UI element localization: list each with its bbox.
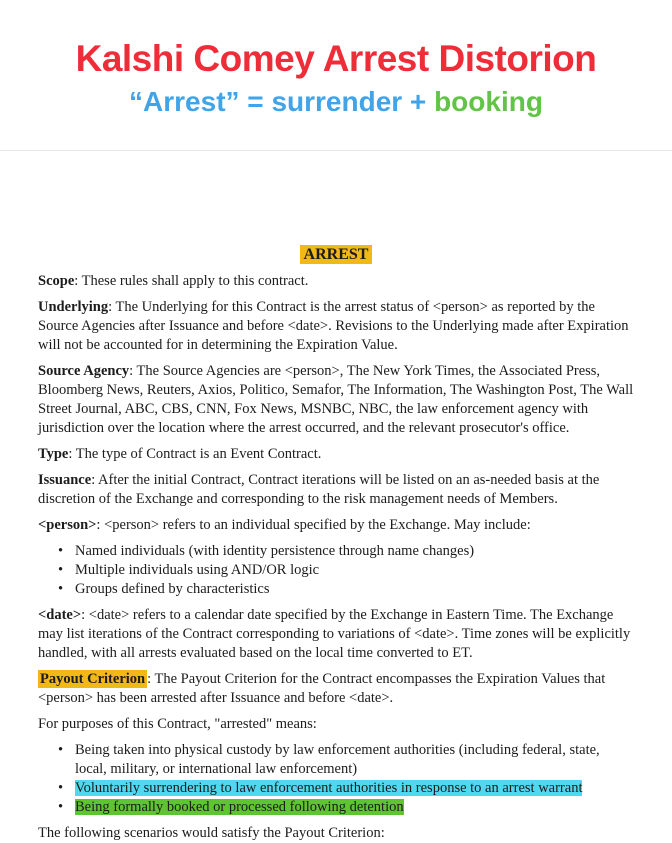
subtitle-green-segment: booking (434, 85, 543, 117)
source-agency-paragraph (38, 362, 634, 438)
header (0, 0, 672, 151)
document-heading-row (38, 245, 634, 265)
scenarios-intro: The following scenarios would satisfy the Payout Criterion: (38, 825, 385, 841)
arrested-intro: For purposes of this Contract, "arrested" means: (38, 716, 317, 732)
underlying-label: Underlying (38, 299, 109, 315)
list-item: • Multiple individuals using AND/OR logic (38, 561, 634, 580)
underlying-paragraph (38, 298, 634, 355)
arrested-bullet-cyan-highlight: Voluntarily surrendering to law enforcement authorities in response to an arrest warrant (75, 780, 583, 796)
date-label: <date> (38, 607, 82, 623)
type-label: Type (38, 446, 69, 462)
type-paragraph (38, 445, 634, 464)
list-item (38, 779, 634, 798)
scope-label: Scope (38, 273, 75, 289)
payout-criterion-paragraph (38, 670, 634, 708)
payout-criterion-text: : The Payout Criterion for the Contract encompasses the Expiration Values that <person> has been arrested after Issuance and before <date>. (38, 671, 606, 706)
document-heading: ARREST (300, 245, 373, 264)
date-paragraph (38, 606, 634, 663)
scope-paragraph (38, 272, 634, 291)
issuance-label: Issuance (38, 472, 92, 488)
arrested-bullet-list (38, 741, 634, 817)
source-agency-label: Source Agency (38, 363, 130, 379)
date-text: : <date> refers to a calendar date specified by the Exchange in Eastern Time. The Exchange may list iterations of the Contract corresponding to variations of <date>. Time zones will be explicitly handled, with all arrests evaluated based on the local time converted to ET. (38, 607, 631, 661)
type-text: : The type of Contract is an Event Contract. (68, 446, 322, 462)
payout-criterion-label: Payout Criterion (40, 671, 146, 687)
contract-document (0, 151, 672, 843)
issuance-paragraph (38, 471, 634, 509)
arrested-bullet-green-highlight: Being formally booked or processed following detention (75, 799, 404, 815)
list-item: • Named individuals (with identity persistence through name changes) (38, 542, 634, 561)
person-bullet-list (38, 542, 634, 599)
list-item (38, 798, 634, 817)
underlying-text: : The Underlying for this Contract is the arrest status of <person> as reported by the Source Agencies after Issuance and before <date>. Revisions to the Underlying made after Expiration will not be accounted for in determining the Expiration Value. (38, 299, 629, 353)
subtitle-blue-segment: “Arrest” = surrender + (129, 85, 435, 117)
page-subtitle (0, 87, 672, 118)
person-label: <person> (38, 517, 97, 533)
person-text: : <person> refers to an individual specified by the Exchange. May include: (96, 517, 531, 533)
list-item (38, 741, 634, 779)
list-item: • Groups defined by characteristics (38, 580, 634, 599)
person-paragraph (38, 516, 634, 535)
source-agency-text: : The Source Agencies are <person>, The New York Times, the Associated Press, Bloomberg News, Reuters, Axios, Politico, Semafor, The Information, The Washington Post, The Wall Street Journal, ABC, CBS, CNN, Fox News, MSNBC, NBC, the law enforcement agency with jurisdiction over the location where the arrest occurred, and the relevant prosecutor's office. (38, 363, 634, 436)
scope-text: : These rules shall apply to this contract. (74, 273, 309, 289)
page-title: Kalshi Comey Arrest Distorion (75, 38, 597, 79)
arrested-bullet-plain: Being taken into physical custody by law enforcement authorities (including federal, state, local, military, or international law enforcement) (75, 742, 600, 777)
issuance-text: : After the initial Contract, Contract iterations will be listed on an as-needed basis at the discretion of the Exchange and corresponding to the risk management needs of Members. (38, 472, 600, 507)
